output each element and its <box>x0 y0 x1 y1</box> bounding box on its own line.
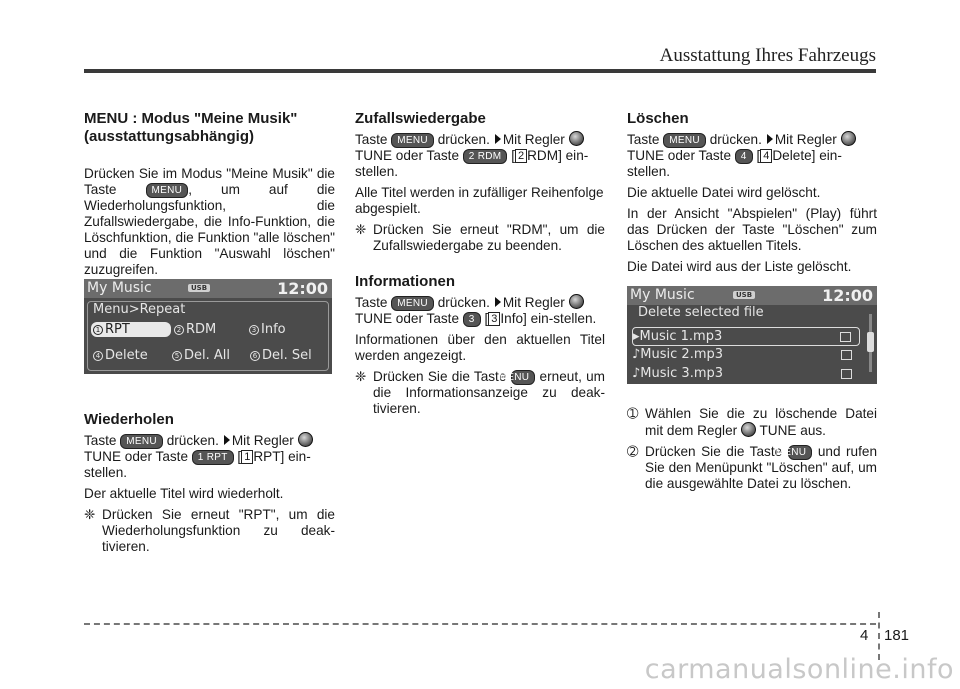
column-random-info <box>355 110 605 422</box>
tune-knob-icon <box>741 422 756 437</box>
random-instruction: Taste MENU drücken. Mit Regler TUNE oder Taste 2 RDM [ 2 RDM] ein-stellen. <box>355 132 589 179</box>
menu-key-icon: MENU <box>663 133 706 148</box>
section-title: MENU : Modus "Meine Musik" (ausstattungsabhängig) <box>84 110 298 145</box>
delete-step-1: ➀ Wählen Sie die zu löschende Datei mit dem Regler TUNE aus. <box>627 406 877 438</box>
menu-option-delete: 4 Delete <box>93 348 148 363</box>
display-clock: 12:00 <box>277 279 328 298</box>
menu-path: Menu>Repeat <box>93 302 186 317</box>
delete-list-note: Die Datei wird aus der Liste gelöscht. <box>627 259 852 274</box>
menu-key-icon: MENU <box>120 434 163 449</box>
menu-option-info: 3 Info <box>249 322 286 337</box>
delete-result: Die aktuelle Datei wird gelöscht. <box>627 185 821 200</box>
tune-knob-icon <box>841 131 856 146</box>
running-header-title: Ausstattung Ihres Fahrzeugs <box>659 45 876 66</box>
repeat-result: Der aktuelle Titel wird wiederholt. <box>84 486 284 501</box>
menu-key-icon: MENU <box>146 183 189 198</box>
repeat-note: ❈ Drücken Sie erneut "RPT", um die Wiederholungsfunktion zu deak-tivieren. <box>84 507 335 554</box>
page-number: 181 <box>884 627 910 644</box>
menu-key-icon: MENU <box>391 133 434 148</box>
header-rule <box>84 69 876 73</box>
delete-instruction: Taste MENU drücken. Mit Regler TUNE oder Taste 4 [ 4 Delete] ein-stellen. <box>627 131 877 180</box>
usb-badge: USB <box>733 291 755 299</box>
heading-delete: Löschen <box>627 110 689 127</box>
menu-option-rpt: 1 RPT <box>91 322 171 337</box>
usb-badge: USB <box>188 284 210 292</box>
file-row: ♪Music 2.mp3 <box>632 346 860 365</box>
arrow-right-icon <box>224 435 230 445</box>
menu-key-icon: MENU <box>788 445 813 460</box>
tune-knob-icon <box>298 432 313 447</box>
display-menu-repeat <box>84 279 332 374</box>
display-menu-panel <box>87 301 329 371</box>
menu-option-delete-selected: 6 Del. Sel <box>250 348 312 363</box>
chapter-number: 4 <box>860 627 869 644</box>
file-row: ♪Music 3.mp3 <box>632 365 860 384</box>
menu-key-icon: MENU <box>511 370 536 385</box>
number-1-box: 1 <box>241 450 253 464</box>
info-instruction: Taste MENU drücken. Mit Regler TUNE oder Taste 3 [ 3 Info] ein-stellen. <box>355 295 597 326</box>
key-4-icon: 4 <box>735 149 753 164</box>
menu-path: Delete selected file <box>638 305 764 320</box>
menu-option-rdm: 2 RDM <box>174 322 216 337</box>
arrow-right-icon <box>767 134 773 144</box>
file-checkbox <box>841 350 852 360</box>
key-3-icon: 3 <box>463 312 481 327</box>
display-title: My Music <box>630 287 695 303</box>
delete-step-2: ➁ Drücken Sie die Taste MENU und rufen Sie den Menüpunkt "Löschen" auf, um die ausgewählte Datei zu löschen. <box>627 444 878 491</box>
display-title: My Music <box>87 280 152 296</box>
number-2-box: 2 <box>515 149 527 163</box>
file-checkbox <box>841 369 852 379</box>
play-marker-icon: ▸ <box>633 329 640 344</box>
menu-option-delete-all: 5 Del. All <box>172 348 230 363</box>
display-status-bar <box>84 279 332 298</box>
watermark: carmanualsonline.info <box>644 654 954 685</box>
number-3-box: 3 <box>488 312 500 326</box>
info-note: ❈ Drücken Sie die Taste MENU erneut, um die Informationsanzeige zu deak-tivieren. <box>355 369 605 416</box>
music-note-icon: ♪ <box>632 347 641 362</box>
display-delete-file <box>627 286 877 384</box>
rpt-key-icon: 1 RPT <box>192 450 234 465</box>
arrow-right-icon <box>495 297 501 307</box>
display-scrollbar <box>867 310 874 378</box>
scrollbar-thumb <box>867 332 874 352</box>
rdm-key-icon: 2 RDM <box>463 149 508 164</box>
intro-paragraph: Drücken Sie im Modus "Meine Musik" die Taste MENU , um auf die Wiederholungsfunktion, die Zufallswiedergabe, die Info-Funktion, die Löschfunktion, die Funktion "alle löschen" und die Funktion "Auswahl löschen" zuzugreifen. <box>84 166 336 277</box>
arrow-right-icon <box>495 134 501 144</box>
footer-divider <box>878 612 880 660</box>
file-row: ▸Music 1.mp3 <box>632 327 860 346</box>
delete-play-view: In der Ansicht "Abspielen" (Play) führt das Drücken der Taste "Löschen" zum Löschen des aktuellen Titels. <box>627 206 877 253</box>
number-4-box: 4 <box>760 149 772 163</box>
menu-key-icon: MENU <box>391 296 434 311</box>
tune-knob-icon <box>569 131 584 146</box>
heading-repeat: Wiederholen <box>84 411 174 428</box>
display-file-list <box>630 306 874 381</box>
music-note-icon: ♪ <box>632 366 641 381</box>
heading-random: Zufallswiedergabe <box>355 110 486 127</box>
random-result: Alle Titel werden in zufälliger Reihenfolge abgespielt. <box>355 185 604 216</box>
file-checkbox <box>840 332 851 342</box>
display-status-bar <box>627 286 877 305</box>
random-note: ❈ Drücken Sie erneut "RDM", um die Zufallswiedergabe zu beenden. <box>355 222 605 253</box>
heading-information: Informationen <box>355 273 455 290</box>
tune-knob-icon <box>569 294 584 309</box>
display-clock: 12:00 <box>822 286 873 305</box>
info-result: Informationen über den aktuellen Titel werden angezeigt. <box>355 332 605 363</box>
repeat-instruction: Taste MENU drücken. Mit Regler TUNE oder Taste 1 RPT [ 1 RPT] ein-stellen. <box>84 433 311 480</box>
footer-rule <box>84 623 876 625</box>
